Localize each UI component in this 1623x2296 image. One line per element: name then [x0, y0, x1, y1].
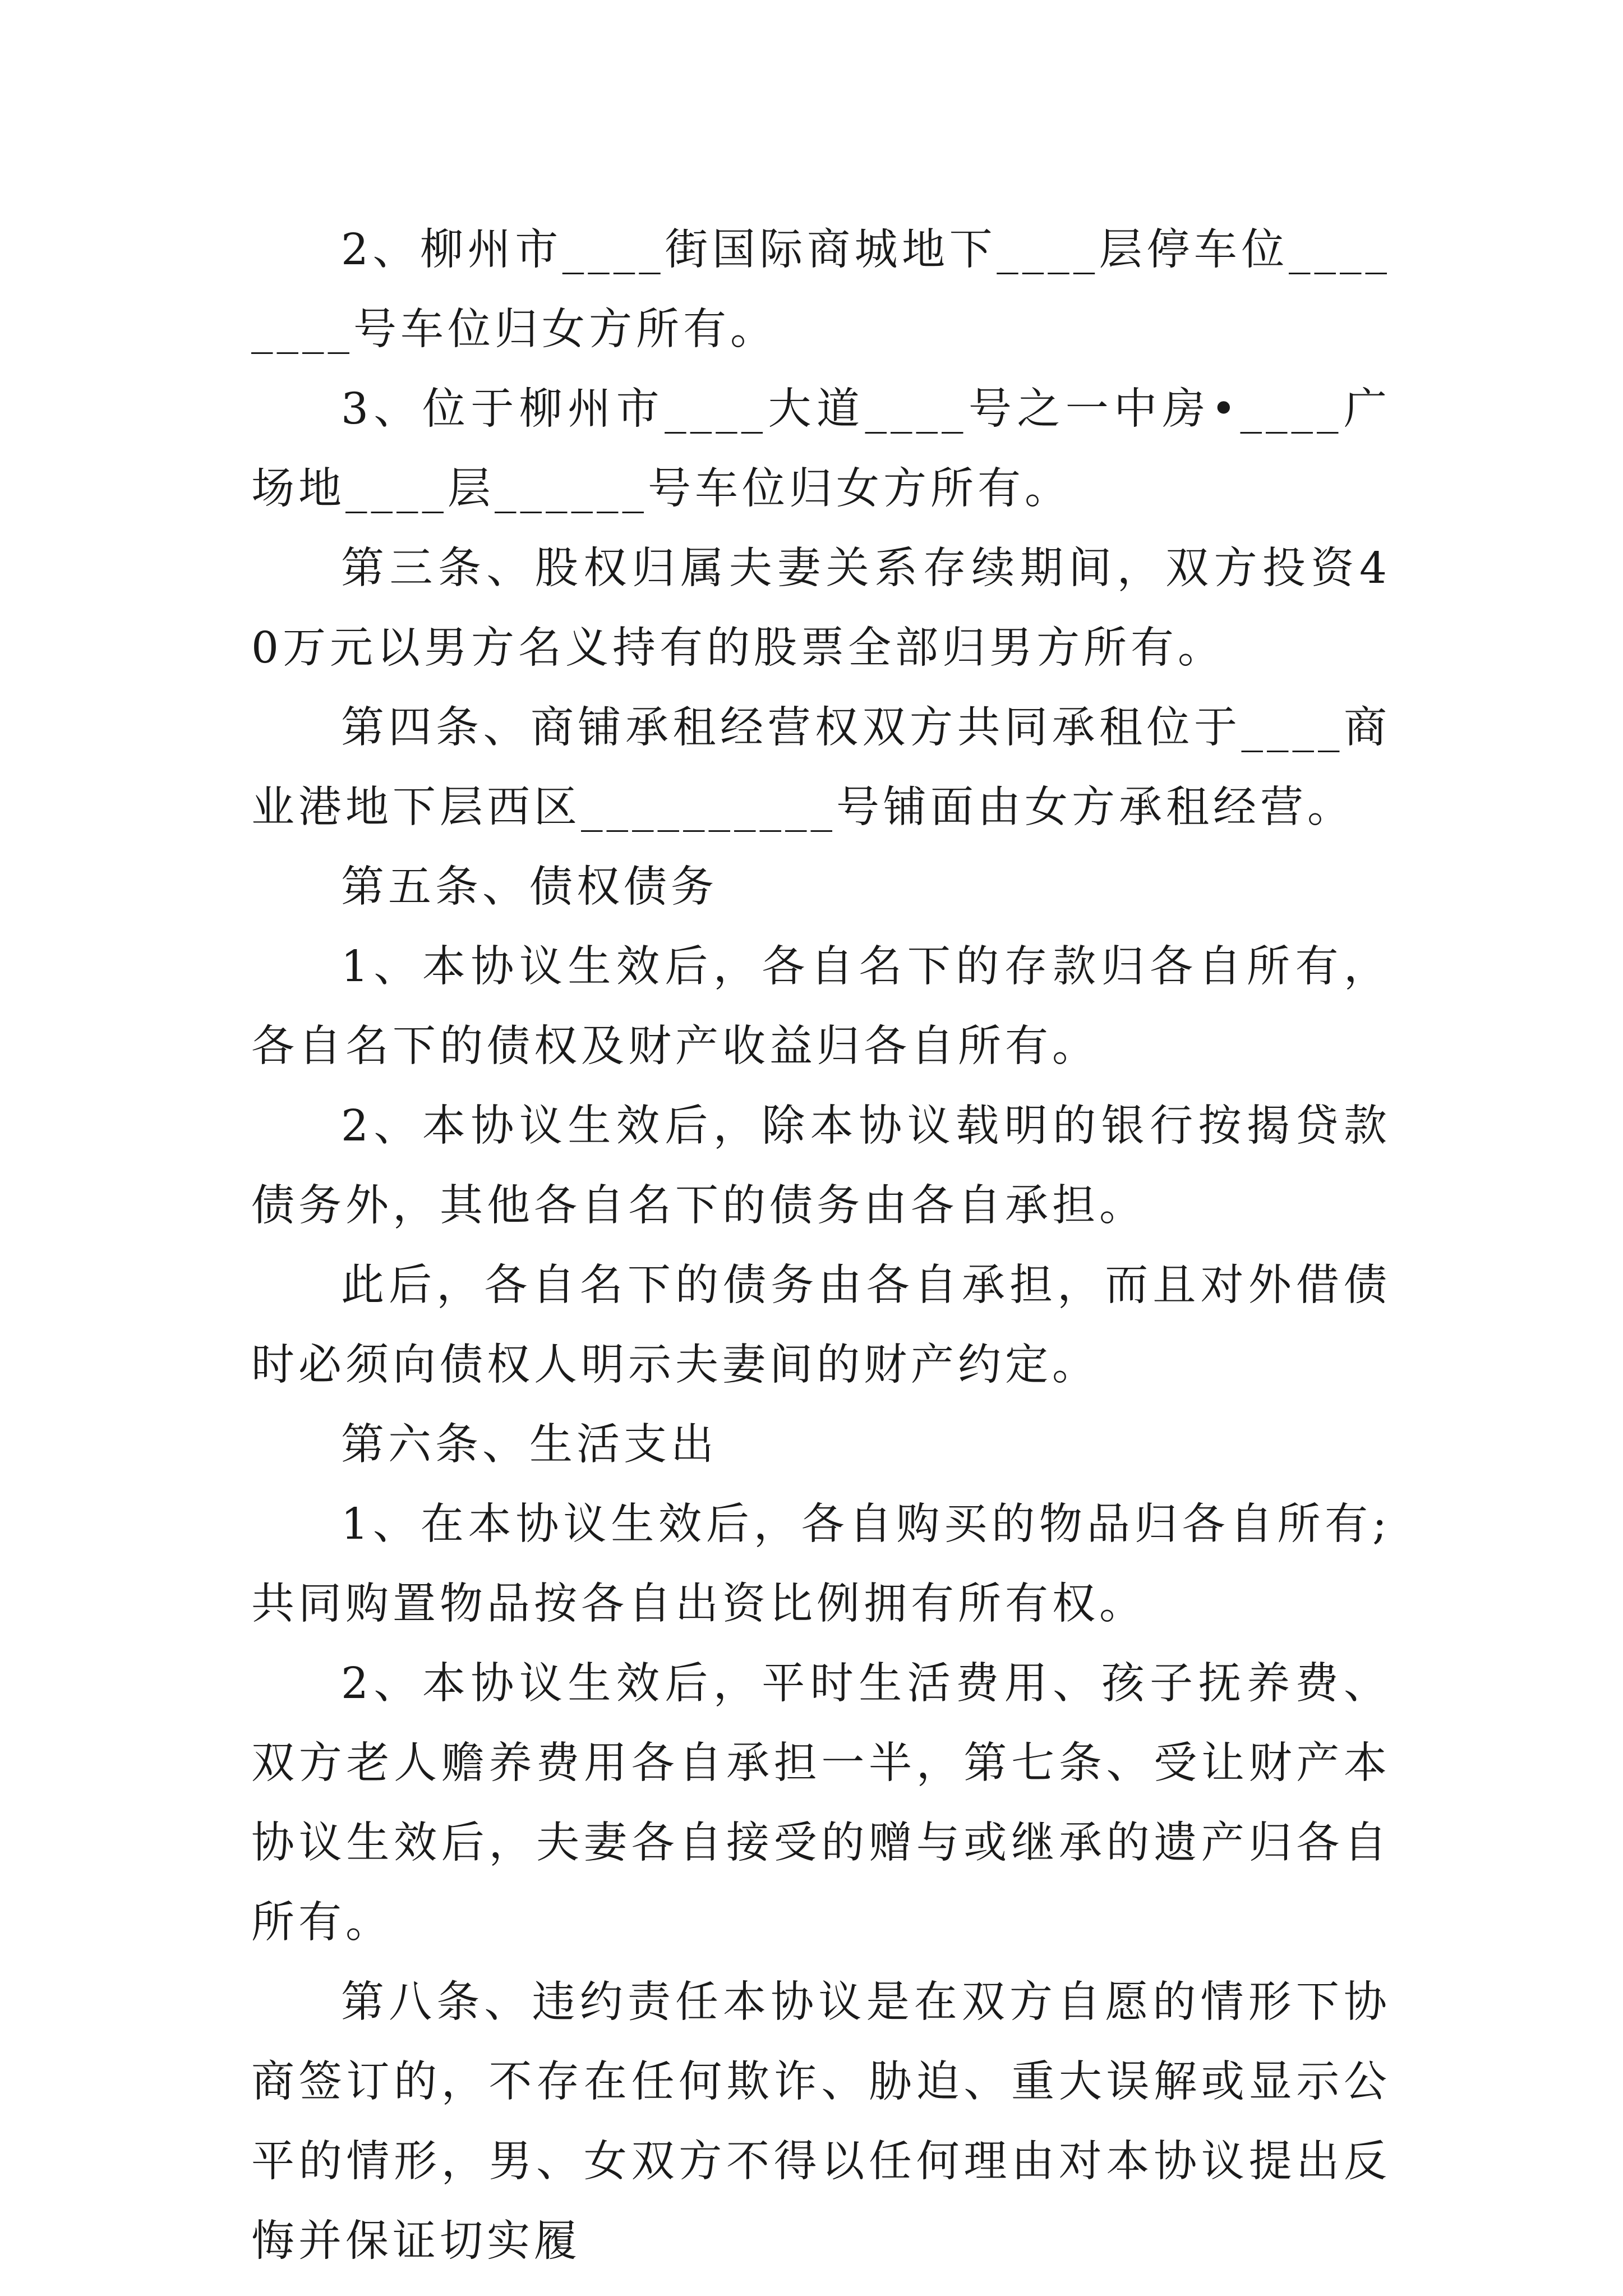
paragraph-parking-2: 3、位于柳州市____大道____号之一中房•____广场地____层______号车位归女方所有。 [251, 384, 1391, 514]
paragraph-article-5-note: 此后，各自名下的债务由各自承担，而且对外借债时必须向债权人明示夫妻间的财产约定。 [251, 1260, 1391, 1390]
paragraph-article-6-item-2: 2、本协议生效后，平时生活费用、孩子抚养费、双方老人赡养费用各自承担一半，第七条、受让财产本协议生效后，夫妻各自接受的赠与或继承的遗产归各自所有。 [251, 1659, 1391, 1948]
paragraph-article-8: 第八条、违约责任本协议是在双方自愿的情形下协商签订的，不存在任何欺诈、胁迫、重大误解或显示公平的情形，男、女双方不得以任何理由对本协议提出反悔并保证切实履 [251, 1977, 1391, 2266]
paragraph-article-6-item-1: 1、在本协议生效后，各自购买的物品归各自所有;共同购置物品按各自出资比例拥有所有权。 [251, 1499, 1391, 1629]
paragraph-parking-1: 2、柳州市____街国际商城地下____层停车位________号车位归女方所有。 [251, 225, 1391, 355]
heading-article-6: 第六条、生活支出 [341, 1420, 718, 1470]
document-body [251, 210, 1391, 2281]
paragraph-article-5-item-1: 1、本协议生效后，各自名下的存款归各自所有，各自名下的债权及财产收益归各自所有。 [251, 942, 1391, 1071]
paragraph-article-3: 第三条、股权归属夫妻关系存续期间，双方投资40万元以男方名义持有的股票全部归男方所有。 [251, 544, 1391, 673]
paragraph-article-4: 第四条、商铺承租经营权双方共同承租位于____商业港地下层西区__________号铺面由女方承租经营。 [251, 703, 1391, 832]
heading-article-5: 第五条、债权债务 [341, 862, 718, 912]
paragraph-article-5-item-2: 2、本协议生效后，除本协议载明的银行按揭贷款债务外，其他各自名下的债务由各自承担。 [251, 1101, 1391, 1231]
